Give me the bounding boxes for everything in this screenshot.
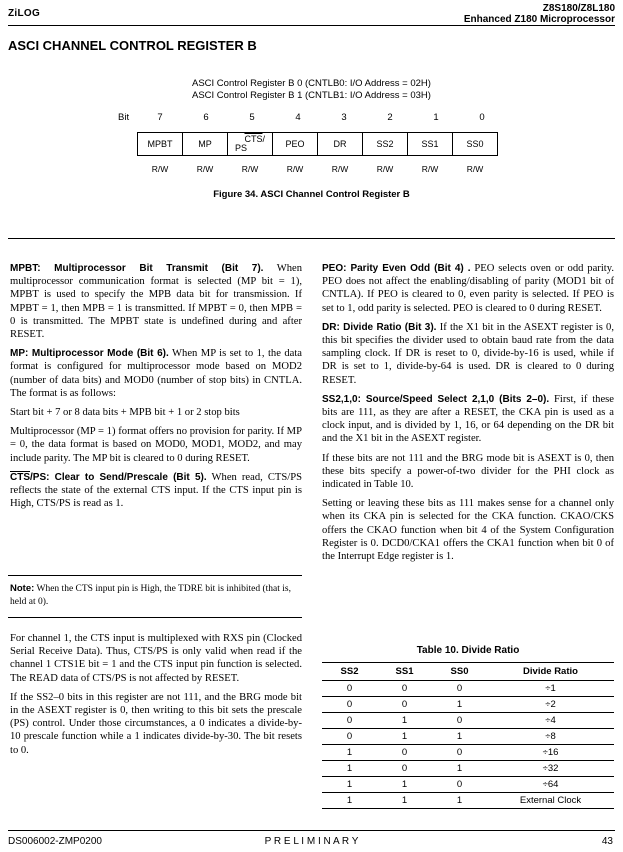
mp-heading: MP: Multiprocessor Mode (Bit 6). (10, 348, 169, 360)
table-cell: 1 (432, 761, 487, 777)
bit-cell-peo: PEO (272, 132, 318, 156)
bit-access: R/W (241, 164, 259, 174)
table-row (322, 697, 614, 713)
ss-paragraph (322, 393, 614, 446)
table-cell: 0 (377, 761, 432, 777)
table-cell: 1 (432, 793, 487, 809)
table-cell: ÷4 (487, 713, 614, 729)
bit-number: 1 (433, 112, 439, 123)
bit-access: R/W (466, 164, 484, 174)
note-rule-bottom (8, 617, 302, 618)
peo-body: PEO selects oven or odd parity. PEO does not affect the enabling/disabling of parity (MOD1 bit of CNTLA). If PEO is cleared to 0, even parity is selected. If PEO is set to 1, odd parity is selected. PEO is cleared to 0 during RESET. (322, 263, 614, 314)
table-row (322, 745, 614, 761)
table-cell: ÷64 (487, 777, 614, 793)
table-header: SS2 (322, 663, 377, 681)
note-text: When the CTS input pin is High, the TDRE bit is inhibited (that is, held at 0). (10, 584, 291, 607)
table-cell: 0 (377, 681, 432, 697)
bit-cell-cts-ps: $\overline{CTS}/$ PS (227, 132, 273, 156)
mpbt-body: When multiprocessor communication format is selected (MP bit = 1), MPBT is used to specify the MPB data bit for transmission. If MPBT = 1, then MPB = 1 is transmitted. If MPBT = 0, then MPB = 0 is transmitted. The MPBT state is undefined during and after RESET. (10, 263, 302, 341)
dr-heading: DR: Divide Ratio (Bit 3). (322, 321, 437, 333)
table-cell: ÷16 (487, 745, 614, 761)
product-line2: Enhanced Z180 Microprocessor (463, 14, 615, 25)
bit-number: 3 (341, 112, 347, 123)
table-cell: 1 (432, 729, 487, 745)
register-line-0: ASCI Control Register B 0 (CNTLB0: I/O Address = 02H) (192, 78, 431, 89)
bit-cell-mpbt: MPBT (137, 132, 183, 156)
table-header: SS1 (377, 663, 432, 681)
left-column-lower (10, 632, 302, 763)
left-column (10, 262, 302, 516)
table-cell: 1 (322, 761, 377, 777)
table-cell: 1 (377, 713, 432, 729)
product-line1: Z8S180/Z8L180 (542, 3, 615, 14)
table-cell: 0 (432, 777, 487, 793)
table-cell: ÷1 (487, 681, 614, 697)
table-cell: 1 (377, 729, 432, 745)
bit-access: R/W (151, 164, 169, 174)
table-cell: 0 (432, 681, 487, 697)
table-row (322, 681, 614, 697)
bit-number: 4 (295, 112, 301, 123)
section-rule (8, 238, 615, 239)
format-line: Start bit + 7 or 8 data bits + MPB bit + 1 or 2 stop bits (10, 407, 240, 419)
table-row (322, 761, 614, 777)
footer-status: P R E L I M I N A R Y (264, 836, 359, 847)
bit-cell-ss0: SS0 (452, 132, 498, 156)
channel1-paragraph: For channel 1, the CTS input is multiplexed with RXS pin (Clocked Serial Receive Data). Thus, CTS/PS is only valid when read if the channel 1 CTS1E bit = 1 and the CTS input pin function is selected. The READ data of CTS/PS is not affected by RESET. (10, 633, 302, 684)
bit-number: 7 (157, 112, 163, 123)
ss-prescale-paragraph: If the SS2–0 bits in this register are not 111, and the BRG mode bit in the ASEXT register is 0, then writing to this bit sets the prescale (PS) control. Under those circumstances, a 0 indicates a divide-by-10 prescale function while a 1 indicates divide-by-30. The bit resets to 0. (10, 691, 302, 756)
table-cell: 0 (322, 713, 377, 729)
table-cell: 0 (377, 745, 432, 761)
footer-page-number: 43 (601, 836, 613, 847)
table-cell: 1 (432, 697, 487, 713)
right-column (322, 262, 614, 569)
section-title: ASCI CHANNEL CONTROL REGISTER B (8, 38, 257, 53)
note-rule-top (8, 575, 302, 576)
table-caption: Table 10. Divide Ratio (416, 645, 520, 656)
table-row (322, 777, 614, 793)
dr-body: If the X1 bit in the ASEXT register is 0, this bit specifies the divider used to obtain baud rate from the data sampling clock. If DR is reset to 0, divide-by-16 is used, while if DR is set to 1, divide-by-64 is used. DR is cleared to 0 during RESET. (322, 321, 614, 386)
ss-paragraph-3: Setting or leaving these bits as 111 makes sense for a channel only when its CKA pin is selected for the CKA function. CKAO/CKS offers the CKAO function when bit 4 of the System Configuration Register is 0. DCD0/CKA1 offers the CKA1 function when bit 0 of the Interrupt Edge register is 1. (322, 498, 614, 563)
divide-ratio-table (322, 662, 614, 809)
table-cell: 0 (322, 729, 377, 745)
mpbt-paragraph (10, 262, 302, 341)
bit-cell-mp: MP (182, 132, 228, 156)
table-cell: External Clock (487, 793, 614, 809)
table-cell: 1 (322, 745, 377, 761)
figure-caption: Figure 34. ASCI Channel Control Register B (213, 189, 410, 200)
table-cell: 1 (322, 777, 377, 793)
table-header: SS0 (432, 663, 487, 681)
table-cell: 1 (377, 777, 432, 793)
bit-number: 0 (479, 112, 485, 123)
note-box (10, 582, 302, 609)
bit-access: R/W (421, 164, 439, 174)
product-header (464, 3, 615, 25)
bit-number: 6 (203, 112, 209, 123)
mpbt-heading: MPBT: Multiprocessor Bit Transmit (Bit 7). (10, 263, 264, 274)
table-cell: 0 (322, 697, 377, 713)
table-cell: 1 (377, 793, 432, 809)
table-header: Divide Ratio (487, 663, 614, 681)
table-header-row (322, 663, 614, 681)
mp-body: When MP is set to 1, the data format is configured for multiprocessor mode based on MOD2 (number of data bits) and MOD0 (number of stop bits) in CNTLA. The format is as follows: (10, 348, 302, 399)
peo-heading: PEO: Parity Even Odd (Bit 4) . (322, 263, 471, 274)
bit-access: R/W (286, 164, 304, 174)
bit-access: R/W (331, 164, 349, 174)
peo-paragraph (322, 262, 614, 315)
cts-body: When read, CTS/PS reflects the state of the external CTS input. If the CTS input pin is High, CTS/PS is read as 1. (10, 471, 303, 510)
table-cell: 0 (432, 745, 487, 761)
bit-cell-ss1: SS1 (407, 132, 453, 156)
bit-label: Bit (118, 112, 130, 123)
table-row (322, 729, 614, 745)
ss-paragraph-2: If these bits are not 111 and the BRG mode bit is ASEXT is 0, then these bits specify a power-of-two divider for the PHI clock as indicated in Table 10. (322, 452, 614, 491)
cts-paragraph (10, 471, 302, 511)
note-label: Note: (10, 583, 35, 594)
table-cell: 0 (377, 697, 432, 713)
table-cell: ÷32 (487, 761, 614, 777)
ss-heading: SS2,1,0: Source/Speed Select 2,1,0 (Bits 2–0). (322, 393, 550, 405)
bit-cell-ss2: SS2 (362, 132, 408, 156)
mp-paragraph-2: Multiprocessor (MP = 1) format offers no provision for parity. If MP = 0, the data format is based on MOD0, MOD1, MOD2, and may include parity. The MP bit is cleared to 0 during RESET. (10, 426, 302, 464)
bit-number: 2 (387, 112, 393, 123)
table-cell: 0 (432, 713, 487, 729)
table-cell: ÷8 (487, 729, 614, 745)
bit-number: 5 (249, 112, 255, 123)
footer-doc-id: DS006002-ZMP0200 (8, 836, 102, 847)
table-cell: 0 (322, 681, 377, 697)
footer-rule (8, 830, 615, 831)
table-row (322, 713, 614, 729)
brand-logo: ZiLOG (8, 8, 41, 19)
header-rule (8, 25, 615, 26)
bit-cell-dr: DR (317, 132, 363, 156)
register-line-1: ASCI Control Register B 1 (CNTLB1: I/O Address = 03H) (192, 90, 431, 101)
table-row (322, 793, 614, 809)
dr-paragraph (322, 321, 614, 387)
table-cell: 1 (322, 793, 377, 809)
bit-access: R/W (196, 164, 214, 174)
cts-heading: $\overline{CTS}/PS$: Clear to Send/Prescale (Bit 5). (10, 471, 207, 483)
table-cell: ÷2 (487, 697, 614, 713)
mp-paragraph (10, 347, 302, 400)
bit-access: R/W (376, 164, 394, 174)
ss-body: First, if these bits are 111, as they are after a RESET, the CKA pin is used as a clock input, and is divided by 1, 16, or 64 depending on the DR bit and the X1 bit in the ASEXT register. (322, 393, 614, 445)
